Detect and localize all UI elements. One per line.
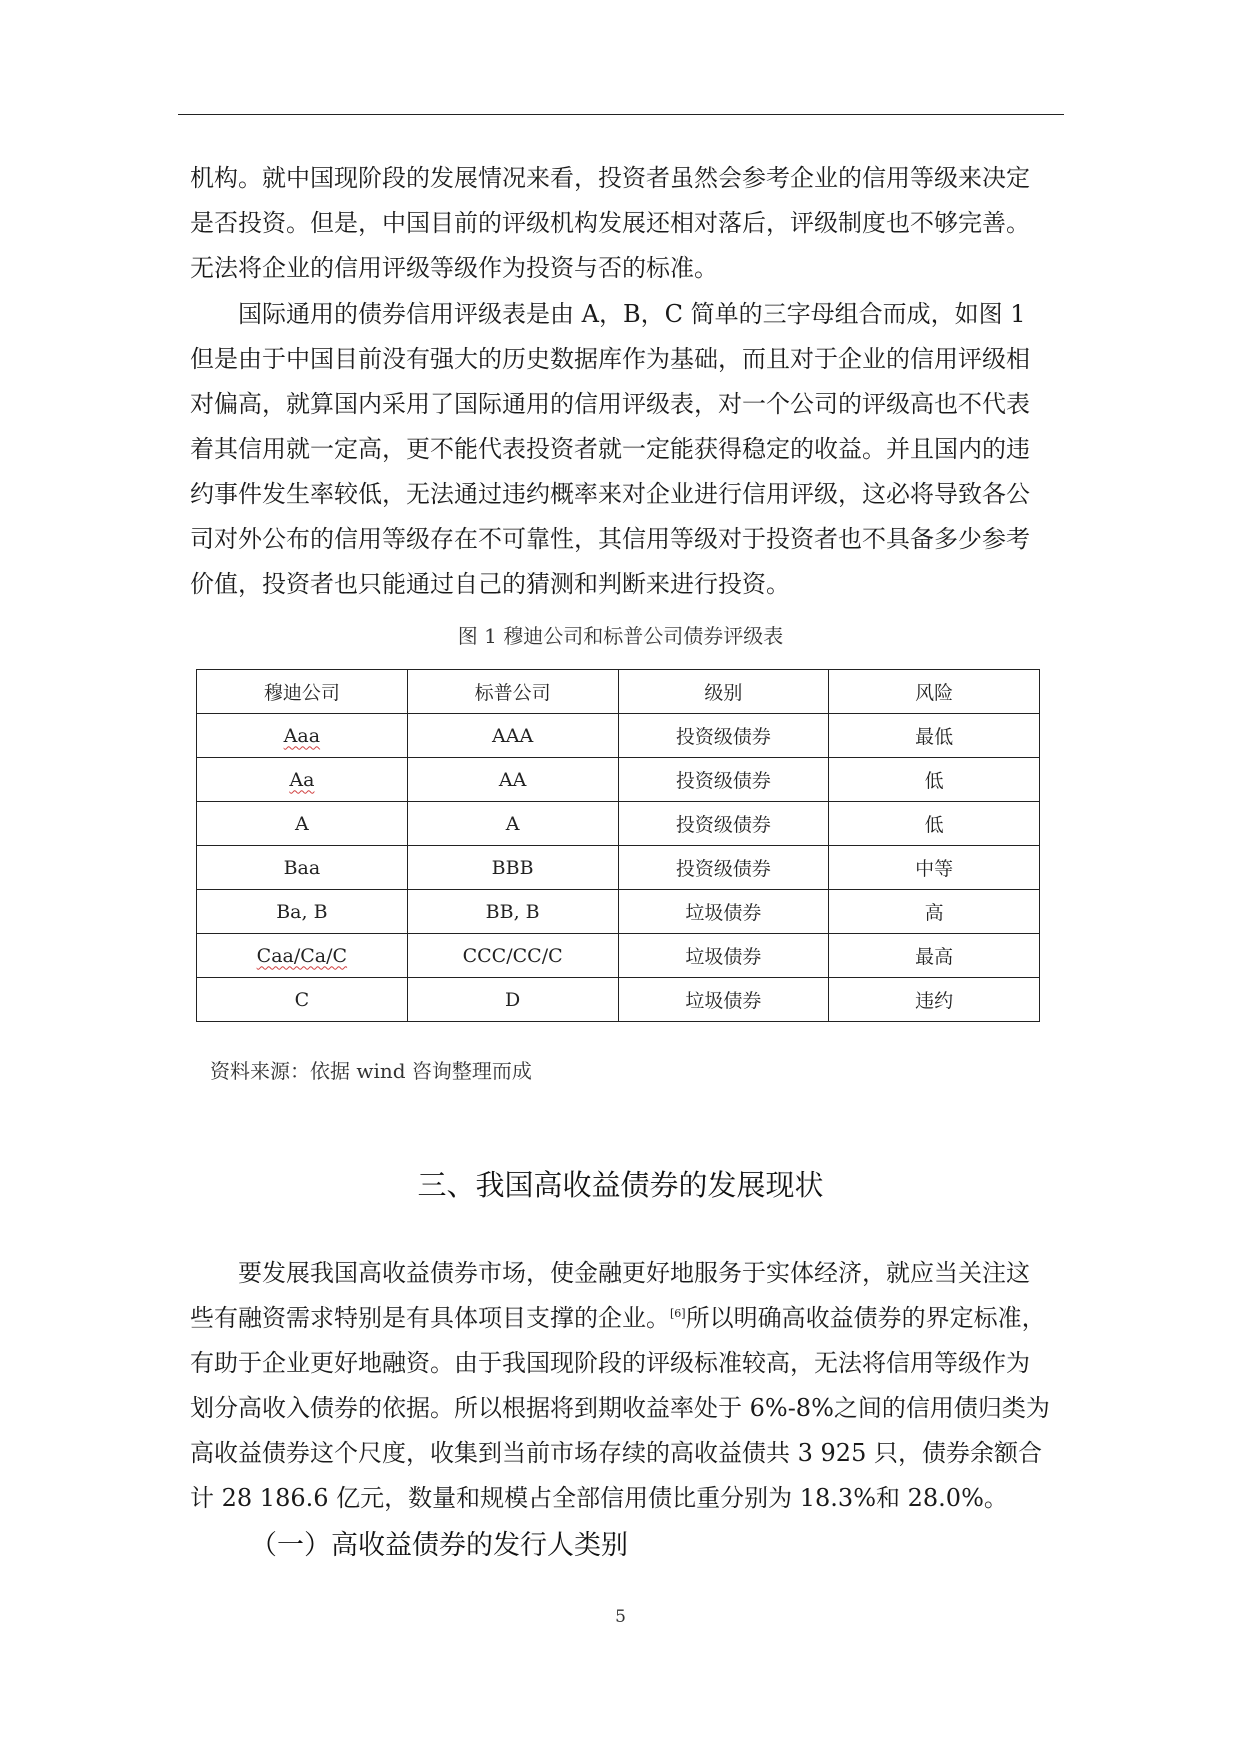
header-rule xyxy=(178,114,1064,115)
text-line: 价值，投资者也只能通过自己的猜测和判断来进行投资。 xyxy=(190,570,790,598)
cell-text: Aaa xyxy=(283,724,321,747)
text-segment: 所以明确高收益债券的界定标准， xyxy=(685,1304,1046,1332)
table-row xyxy=(197,890,1040,934)
table-cell xyxy=(197,758,408,802)
table-cell: 高 xyxy=(829,890,1040,934)
column-header: 穆迪公司 xyxy=(197,670,408,714)
column-header: 级别 xyxy=(618,670,829,714)
table-cell: 垃圾债券 xyxy=(618,978,829,1022)
rating-table xyxy=(196,669,1040,1022)
table-row xyxy=(197,978,1040,1022)
text-line: 对偏高，就算国内采用了国际通用的信用评级表，对一个公司的评级高也不代表 xyxy=(190,390,1030,418)
table-cell: C xyxy=(197,978,408,1022)
table-cell: 投资级债券 xyxy=(618,714,829,758)
table-cell xyxy=(197,714,408,758)
figure-caption: 图 1 穆迪公司和标普公司债券评级表 xyxy=(457,624,784,648)
table-cell: 投资级债券 xyxy=(618,846,829,890)
subsection-heading: （一）高收益债券的发行人类别 xyxy=(250,1530,628,1561)
text-line: 是否投资。但是，中国目前的评级机构发展还相对落后，评级制度也不够完善。 xyxy=(190,209,1030,237)
column-header: 风险 xyxy=(829,670,1040,714)
table-row xyxy=(197,802,1040,846)
text-line xyxy=(190,1296,1060,1341)
table-cell: Baa xyxy=(197,846,408,890)
text-line: 无法将企业的信用评级等级作为投资与否的标准。 xyxy=(190,254,718,282)
text-line: 约事件发生率较低，无法通过违约概率来对企业进行信用评级，这必将导致各公 xyxy=(190,480,1030,508)
text-segment: 些有融资需求特别是有具体项目支撑的企业。 xyxy=(190,1304,670,1332)
text-line: 划分高收入债券的依据。所以根据将到期收益率处于 6%-8%之间的信用债归类为 xyxy=(190,1394,1050,1422)
table-cell: A xyxy=(197,802,408,846)
table-cell: A xyxy=(407,802,618,846)
text-line: 机构。就中国现阶段的发展情况来看，投资者虽然会参考企业的信用等级来决定 xyxy=(190,164,1030,192)
column-header: 标普公司 xyxy=(407,670,618,714)
table-cell xyxy=(197,934,408,978)
text-line: 但是由于中国目前没有强大的历史数据库作为基础，而且对于企业的信用评级相 xyxy=(190,345,1030,373)
table-cell: 投资级债券 xyxy=(618,802,829,846)
table-cell: 中等 xyxy=(829,846,1040,890)
table-cell: D xyxy=(407,978,618,1022)
table-cell: Ba, B xyxy=(197,890,408,934)
table-row xyxy=(197,714,1040,758)
table-cell: BB, B xyxy=(407,890,618,934)
table-cell: 违约 xyxy=(829,978,1040,1022)
page-number: 5 xyxy=(615,1607,626,1627)
table-header-row xyxy=(197,670,1040,714)
text-line: 司对外公布的信用等级存在不可靠性，其信用等级对于投资者也不具备多少参考 xyxy=(190,525,1030,553)
table-cell: AAA xyxy=(407,714,618,758)
table-cell: 低 xyxy=(829,758,1040,802)
paragraph-high-yield-market xyxy=(190,1251,1060,1521)
text-line: 国际通用的债券信用评级表是由 A，B，C 简单的三字母组合而成，如图 1 xyxy=(190,300,1026,328)
table-cell: 投资级债券 xyxy=(618,758,829,802)
table-row xyxy=(197,934,1040,978)
table-cell: 低 xyxy=(829,802,1040,846)
table-cell: AA xyxy=(407,758,618,802)
text-line: 高收益债券这个尺度，收集到当前市场存续的高收益债共 3 925 只，债券余额合 xyxy=(190,1439,1042,1467)
source-note: 资料来源：依据 wind 咨询整理而成 xyxy=(210,1059,532,1083)
citation-marker: [6] xyxy=(670,1307,686,1320)
text-line: 有助于企业更好地融资。由于我国现阶段的评级标准较高，无法将信用等级作为 xyxy=(190,1349,1030,1377)
table-row xyxy=(197,846,1040,890)
cell-text: Aa xyxy=(289,768,315,791)
text-line: 计 28 186.6 亿元，数量和规模占全部信用债比重分别为 18.3%和 28.0%。 xyxy=(190,1484,1008,1512)
table-cell: 垃圾债券 xyxy=(618,934,829,978)
table-cell: CCC/CC/C xyxy=(407,934,618,978)
table-cell: 垃圾债券 xyxy=(618,890,829,934)
cell-text: Caa/Ca/C xyxy=(256,944,348,967)
text-line: 着其信用就一定高，更不能代表投资者就一定能获得稳定的收益。并且国内的违 xyxy=(190,435,1030,463)
text-line: 要发展我国高收益债券市场，使金融更好地服务于实体经济，就应当关注这 xyxy=(190,1259,1030,1287)
table-cell: 最高 xyxy=(829,934,1040,978)
paragraph-international-rating-scale xyxy=(190,292,1060,607)
table-cell: BBB xyxy=(407,846,618,890)
paragraph-credit-rating-context xyxy=(190,156,1060,291)
table-cell: 最低 xyxy=(829,714,1040,758)
table-row xyxy=(197,758,1040,802)
section-heading: 三、我国高收益债券的发展现状 xyxy=(417,1168,824,1202)
